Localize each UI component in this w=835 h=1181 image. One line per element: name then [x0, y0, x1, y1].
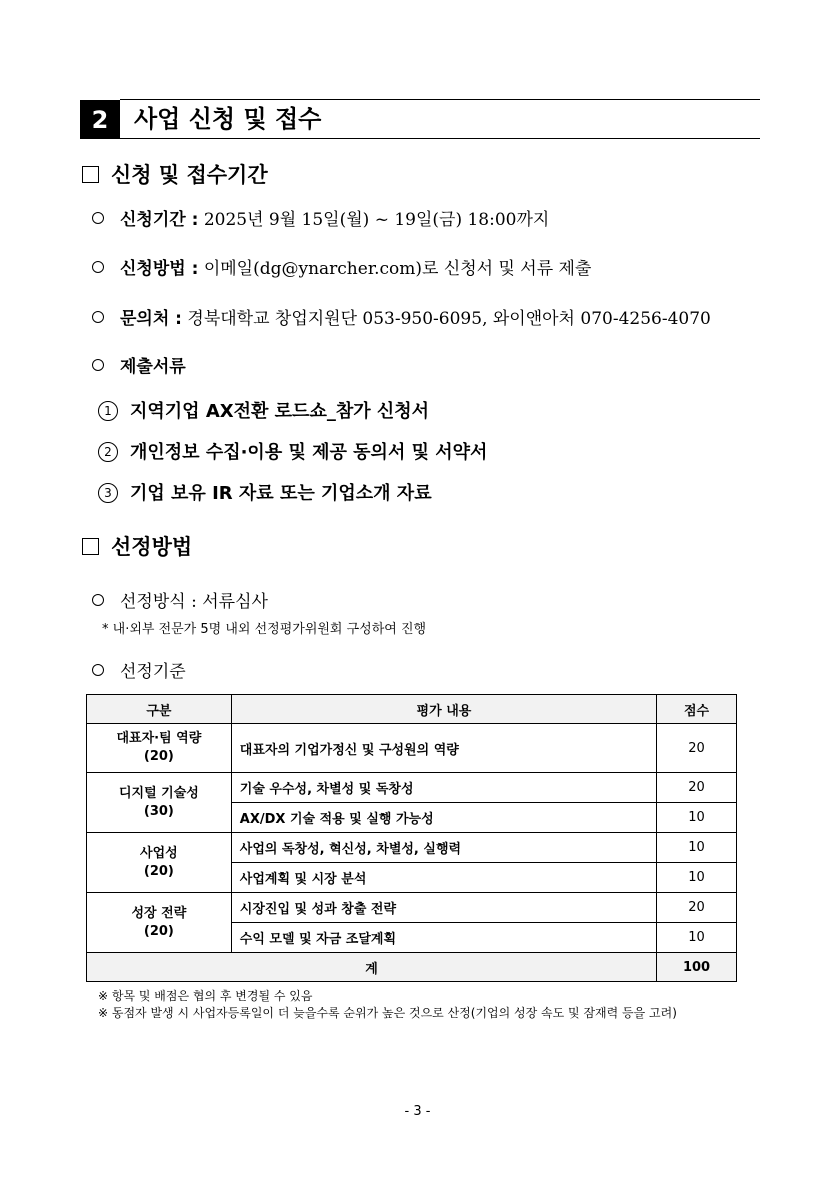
checkbox-square-icon — [82, 166, 99, 183]
table-row — [87, 773, 737, 803]
total-label: 계 — [87, 953, 657, 982]
selection-heading — [82, 532, 192, 562]
content-cell: 수익 모델 및 자금 조달계획 — [231, 923, 656, 953]
circled-number-icon: 3 — [98, 483, 118, 503]
circled-number-icon: 1 — [98, 401, 118, 421]
selection-method-note: * 내·외부 전문가 5명 내외 선정평가위원회 구성하여 진행 — [102, 622, 427, 637]
section-rule-top — [120, 99, 760, 100]
document-item-2: 2 개인정보 수집·이용 및 제공 동의서 및 서약서 — [98, 439, 487, 467]
table-header-score: 점수 — [657, 695, 737, 724]
section-title: 사업 신청 및 접수 — [134, 105, 322, 133]
circle-bullet-icon — [92, 261, 104, 273]
content-cell: 대표자의 기업가정신 및 구성원의 역량 — [231, 724, 656, 773]
table-row — [87, 724, 737, 773]
content-cell: 기술 우수성, 차별성 및 독창성 — [231, 773, 656, 803]
score-cell: 10 — [657, 833, 737, 863]
circle-bullet-icon — [92, 664, 104, 676]
content-cell: 사업의 독창성, 혁신성, 차별성, 실행력 — [231, 833, 656, 863]
selection-method: 선정방식 : 서류심사 — [92, 589, 268, 615]
score-cell: 10 — [657, 863, 737, 893]
period-item-application-period: 신청기간 : 2025년 9월 15일(월) ~ 19일(금) 18:00까지 — [92, 207, 549, 233]
score-cell: 20 — [657, 724, 737, 773]
footnote-1: ※ 항목 및 배점은 협의 후 변경될 수 있음 — [98, 989, 313, 1003]
table-total-row — [87, 953, 737, 982]
table-row — [87, 833, 737, 863]
table-header-content: 평가 내용 — [231, 695, 656, 724]
total-score: 100 — [657, 953, 737, 982]
table-row — [87, 893, 737, 923]
category-cell: 성장 전략 (20) — [87, 893, 232, 953]
circled-number-icon: 2 — [98, 442, 118, 462]
table-header-category: 구분 — [87, 695, 232, 724]
period-heading-text: 신청 및 접수기간 — [111, 163, 268, 187]
category-cell: 대표자·팀 역량 (20) — [87, 724, 232, 773]
document-item-1: 1 지역기업 AX전환 로드쇼_참가 신청서 — [98, 398, 429, 426]
score-cell: 10 — [657, 803, 737, 833]
page-number: - 3 - — [404, 1104, 431, 1119]
circle-bullet-icon — [92, 311, 104, 323]
selection-heading-text: 선정방법 — [111, 535, 193, 559]
footnote-2: ※ 동점자 발생 시 사업자등록일이 더 늦을수록 순위가 높은 것으로 산정(기업의 성장 속도 및 잠재력 등을 고려) — [98, 1006, 677, 1020]
circle-bullet-icon — [92, 212, 104, 224]
score-cell: 20 — [657, 893, 737, 923]
content-cell: 시장진입 및 성과 창출 전략 — [231, 893, 656, 923]
category-cell: 디지털 기술성 (30) — [87, 773, 232, 833]
document-item-3: 3 기업 보유 IR 자료 또는 기업소개 자료 — [98, 480, 432, 508]
period-item-documents: 제출서류 — [92, 354, 186, 380]
section-number: 2 — [80, 100, 120, 139]
selection-criteria-label: 선정기준 — [92, 659, 186, 685]
circle-bullet-icon — [92, 594, 104, 606]
content-cell: 사업계획 및 시장 분석 — [231, 863, 656, 893]
period-heading — [82, 160, 268, 190]
criteria-table — [86, 694, 737, 982]
checkbox-square-icon — [82, 538, 99, 555]
period-item-contact: 문의처 : 경북대학교 창업지원단 053-950-6095, 와이앤아처 070-4256-4070 — [92, 306, 711, 332]
table-header-row — [87, 695, 737, 724]
score-cell: 10 — [657, 923, 737, 953]
section-rule-bottom — [120, 138, 760, 139]
circle-bullet-icon — [92, 359, 104, 371]
content-cell: AX/DX 기술 적용 및 실행 가능성 — [231, 803, 656, 833]
period-item-application-method: 신청방법 : 이메일(dg@ynarcher.com)로 신청서 및 서류 제출 — [92, 256, 591, 282]
category-cell: 사업성 (20) — [87, 833, 232, 893]
score-cell: 20 — [657, 773, 737, 803]
